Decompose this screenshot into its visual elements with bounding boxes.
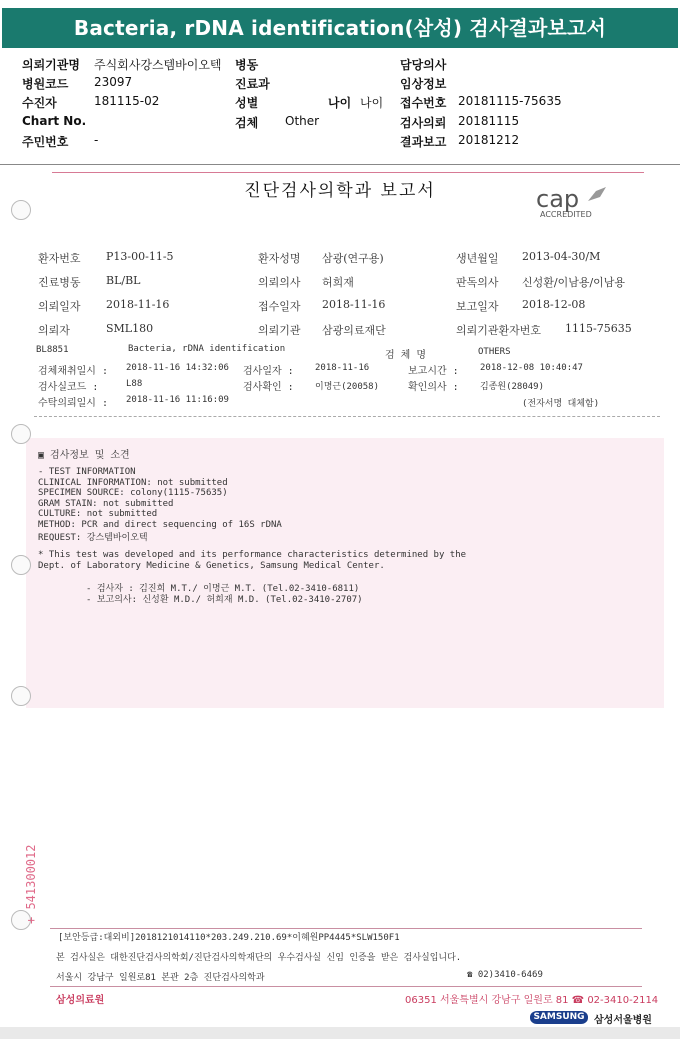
side-number: + 541300012: [24, 844, 38, 924]
test-name: Bacteria, rDNA identification: [128, 344, 286, 354]
text-line: Dept. of Laboratory Medicine & Genetics, Samsung Medical Center.: [38, 561, 385, 571]
collect-label: 검체채취일시 :: [38, 366, 109, 377]
patient-label: 의뢰자: [38, 324, 70, 337]
text-line: - TEST INFORMATION: [38, 467, 136, 477]
report-title-bar: Bacteria, rDNA identification(삼성) 검사결과보고서: [2, 8, 678, 48]
report-time-label: 보고시간 :: [408, 366, 459, 377]
divider: [34, 416, 660, 417]
patient-value: 신성환/이남용/이남용: [522, 276, 626, 289]
patient-value: 2018-11-16: [322, 298, 386, 311]
punch-hole: [11, 200, 31, 220]
text-line: - 보고의사: 신성환 M.D./ 허희재 M.D. (Tel.02-3410-2707): [86, 595, 363, 605]
header-label: 의뢰기관명: [22, 58, 80, 72]
samsung-logo: SAMSUNG: [530, 1011, 588, 1024]
header-label: Chart No.: [22, 114, 87, 128]
bottom-bar: [0, 1027, 680, 1039]
footer-org-address: 06351 서울특별시 강남구 일원로 81 ☎ 02-3410-2114: [405, 995, 659, 1006]
patient-label: 보고일자: [456, 300, 499, 313]
header-label: 검사의뢰: [400, 116, 447, 130]
text-line: - 검사자 : 김진희 M.T./ 이명근 M.T. (Tel.02-3410-6811): [86, 584, 360, 594]
footer-address: 서울시 강남구 일원로81 본관 2층 진단검사의학과: [56, 973, 265, 983]
patient-label: 의뢰일자: [38, 300, 81, 313]
header-value: 181115-02: [94, 94, 160, 108]
cap-accredited-text: ACCREDITED: [540, 210, 592, 219]
divider: [50, 986, 642, 987]
footer-cert: 본 검사실은 대한진단검사의학회/진단검사의학재단의 우수검사실 신임 인증을 받은 검사실입니다.: [56, 953, 462, 963]
exam-date-value: 2018-11-16: [315, 363, 370, 373]
cap-accredited-logo: [530, 183, 630, 223]
patient-label: 생년월일: [456, 252, 499, 265]
text-line: * This test was developed and its performance characteristics determined by the: [38, 550, 467, 560]
confirm-value: 이명근(20058): [315, 382, 380, 392]
header-value: 20181212: [458, 133, 520, 147]
punch-hole: [11, 424, 31, 444]
text-line: METHOD: PCR and direct sequencing of 16S rDNA: [38, 519, 282, 530]
header-label: 임상정보: [400, 77, 447, 91]
header-label: 담당의사: [400, 58, 447, 72]
room-value: L88: [126, 379, 143, 389]
divider: [0, 164, 680, 165]
header-label: 주민번호: [22, 135, 69, 149]
text-line: REQUEST: 강스템바이오텍: [38, 533, 148, 543]
confirm-label: 검사확인 :: [243, 382, 294, 393]
header-label: 진료과: [235, 77, 270, 91]
top-rule: [52, 172, 644, 173]
header-label: 병동: [235, 58, 259, 72]
header-label: 결과보고: [400, 135, 447, 149]
specimen-label: 검 체 명: [385, 350, 427, 361]
patient-value: 1115-75635: [565, 322, 632, 335]
patient-label: 진료병동: [38, 276, 81, 289]
patient-label: 환자번호: [38, 252, 81, 265]
room-label: 검사실코드 :: [38, 382, 99, 393]
header-value: 나이: [360, 96, 384, 110]
divider: [50, 928, 642, 929]
header-label: 접수번호: [400, 96, 447, 110]
header-label: 검체: [235, 116, 259, 130]
cap-logo-text: cap: [536, 185, 580, 213]
patient-value: SML180: [106, 322, 154, 335]
specimen-value: OTHERS: [478, 347, 511, 357]
text-line: CULTURE: not submitted: [38, 509, 158, 519]
header-value: 23097: [94, 75, 133, 89]
header-label: 수진자: [22, 96, 57, 110]
footer-security: [보안등급:대외비]2018121014110*203.249.210.69*이혜원PP4445*SLW150F1: [58, 933, 400, 943]
header-label: 나이: [328, 96, 352, 110]
confirm-doctor-value: 김종원(28049): [480, 382, 545, 392]
header-value: 주식회사강스템바이오텍: [94, 58, 222, 72]
patient-value: 허희재: [322, 276, 354, 289]
header-value: 20181115: [458, 114, 520, 128]
punch-hole: [11, 555, 31, 575]
patient-value: 삼광의료재단: [322, 324, 386, 337]
collect-value: 2018-11-16 14:32:06: [126, 363, 229, 373]
footer-tel: ☎ 02)3410-6469: [467, 970, 543, 980]
punch-hole: [11, 686, 31, 706]
hospital-name: 삼성서울병원: [594, 1015, 652, 1026]
text-line: SPECIMEN SOURCE: colony(1115-75635): [38, 488, 228, 498]
patient-value: BL/BL: [106, 274, 141, 287]
text-line: CLINICAL INFORMATION: not submitted: [38, 477, 228, 488]
patient-value: 2013-04-30/M: [522, 250, 601, 263]
receipt-value: 2018-11-16 11:16:09: [126, 395, 229, 405]
test-code: BL8851: [36, 345, 69, 355]
header-label: 병원코드: [22, 77, 69, 91]
document-title: 진단검사의학과 보고서: [244, 181, 436, 201]
text-line: GRAM STAIN: not submitted: [38, 498, 174, 509]
patient-value: 2018-12-08: [522, 298, 586, 311]
confirm-doctor-label: 확인의사 :: [408, 382, 459, 393]
patient-value: 삼광(연구용): [322, 252, 384, 265]
patient-label: 의뢰의사: [258, 276, 301, 289]
exam-date-label: 검사일자 :: [243, 366, 294, 377]
patient-label: 환자성명: [258, 252, 301, 265]
patient-label: 판독의사: [456, 276, 499, 289]
patient-label: 의뢰기관환자번호: [456, 324, 542, 337]
patient-label: 의뢰기관: [258, 324, 301, 337]
patient-value: P13-00-11-5: [106, 250, 174, 263]
patient-label: 접수일자: [258, 300, 301, 313]
header-label: 성별: [235, 96, 259, 110]
header-value: Other: [285, 114, 320, 128]
footer-org: 삼성의료원: [56, 995, 105, 1006]
receipt-label: 수탁의뢰일시 :: [38, 398, 109, 409]
header-value: 20181115-75635: [458, 94, 562, 108]
section-title: ▣ 검사정보 및 소견: [38, 450, 130, 461]
esign-note: (전자서명 대체함): [522, 399, 600, 409]
header-value: -: [94, 133, 99, 147]
report-time-value: 2018-12-08 10:40:47: [480, 363, 583, 373]
patient-value: 2018-11-16: [106, 298, 170, 311]
